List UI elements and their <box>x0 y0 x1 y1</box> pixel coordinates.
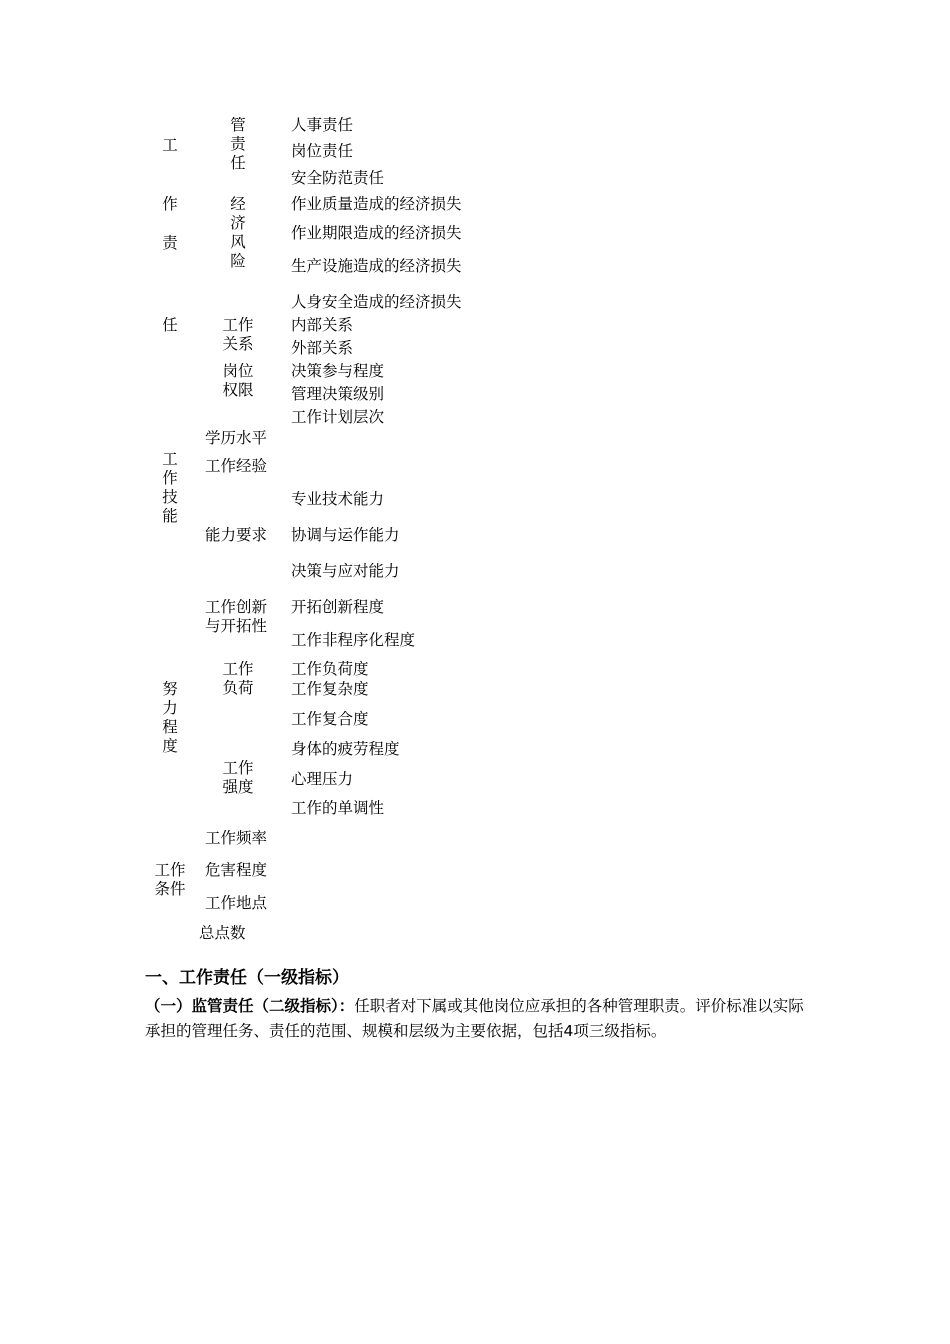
paragraph-tail: 项三级指标。 <box>573 1022 667 1040</box>
paragraph-body: 任职者对下属或其他岗位应承担的各种管理职责。评价标准以实际承担的管理任务、责任的范围、规模和层级为主要依据，包括 <box>145 997 804 1040</box>
level3-item: 工作计划层次 <box>291 408 385 426</box>
level2-work-intensity: 工作 强度 <box>222 759 254 796</box>
section-heading: 一、工作责任（一级指标） <box>145 968 349 988</box>
level3-item: 人事责任 <box>291 116 354 134</box>
level3-item: 管理决策级别 <box>291 385 385 403</box>
level2-work-experience: 工作经验 <box>205 457 268 475</box>
level1-job-responsibility-char-1: 工 <box>162 136 178 154</box>
level2-work-relations: 工作 关系 <box>222 316 254 353</box>
section-paragraph <box>145 994 815 1044</box>
level2-hazard-degree: 危害程度 <box>205 861 268 879</box>
level3-item: 开拓创新程度 <box>291 598 385 616</box>
level1-job-skill: 工 作 技 能 <box>162 450 178 525</box>
level3-item: 工作负荷度 <box>291 660 369 678</box>
level2-work-location: 工作地点 <box>205 894 268 912</box>
level3-item: 决策参与程度 <box>291 362 385 380</box>
level3-item: 决策与应对能力 <box>291 562 400 580</box>
level3-item: 外部关系 <box>291 339 354 357</box>
level1-job-responsibility-char-4: 任 <box>162 316 178 334</box>
level1-work-conditions: 工作 条件 <box>154 861 186 898</box>
level2-innovation: 工作创新 与开拓性 <box>205 598 268 635</box>
level3-item: 内部关系 <box>291 316 354 334</box>
level2-education-level: 学历水平 <box>205 429 268 447</box>
level3-item: 工作复合度 <box>291 710 369 728</box>
level2-management-responsibility: 管 责 任 <box>230 116 246 172</box>
level1-job-responsibility-char-3: 责 <box>162 234 178 252</box>
level3-item: 协调与运作能力 <box>291 526 400 544</box>
level3-item: 生产设施造成的经济损失 <box>291 257 462 275</box>
level2-position-authority: 岗位 权限 <box>222 362 254 399</box>
level2-workload: 工作 负荷 <box>222 660 254 697</box>
level3-item: 身体的疲劳程度 <box>291 740 400 758</box>
total-points-label: 总点数 <box>199 924 246 942</box>
level3-item: 专业技术能力 <box>291 490 385 508</box>
sub-heading: （一）监管责任（二级指标）： <box>145 997 355 1015</box>
level3-item: 安全防范责任 <box>291 169 385 187</box>
level3-item: 人身安全造成的经济损失 <box>291 293 462 311</box>
level3-item: 心理压力 <box>291 770 354 788</box>
level1-effort-degree: 努 力 程 度 <box>162 680 178 755</box>
level3-item: 工作非程序化程度 <box>291 631 416 649</box>
level2-ability-requirement: 能力要求 <box>205 526 268 544</box>
level3-item: 工作复杂度 <box>291 680 369 698</box>
level3-item: 工作的单调性 <box>291 799 385 817</box>
level2-economic-risk: 经 济 风 险 <box>230 195 246 270</box>
level3-item: 作业期限造成的经济损失 <box>291 224 462 242</box>
level3-item: 作业质量造成的经济损失 <box>291 195 462 213</box>
level1-job-responsibility-char-2: 作 <box>162 195 178 213</box>
indicator-count: 4 <box>563 1022 574 1040</box>
level2-work-frequency: 工作频率 <box>205 829 268 847</box>
level3-item: 岗位责任 <box>291 142 354 160</box>
